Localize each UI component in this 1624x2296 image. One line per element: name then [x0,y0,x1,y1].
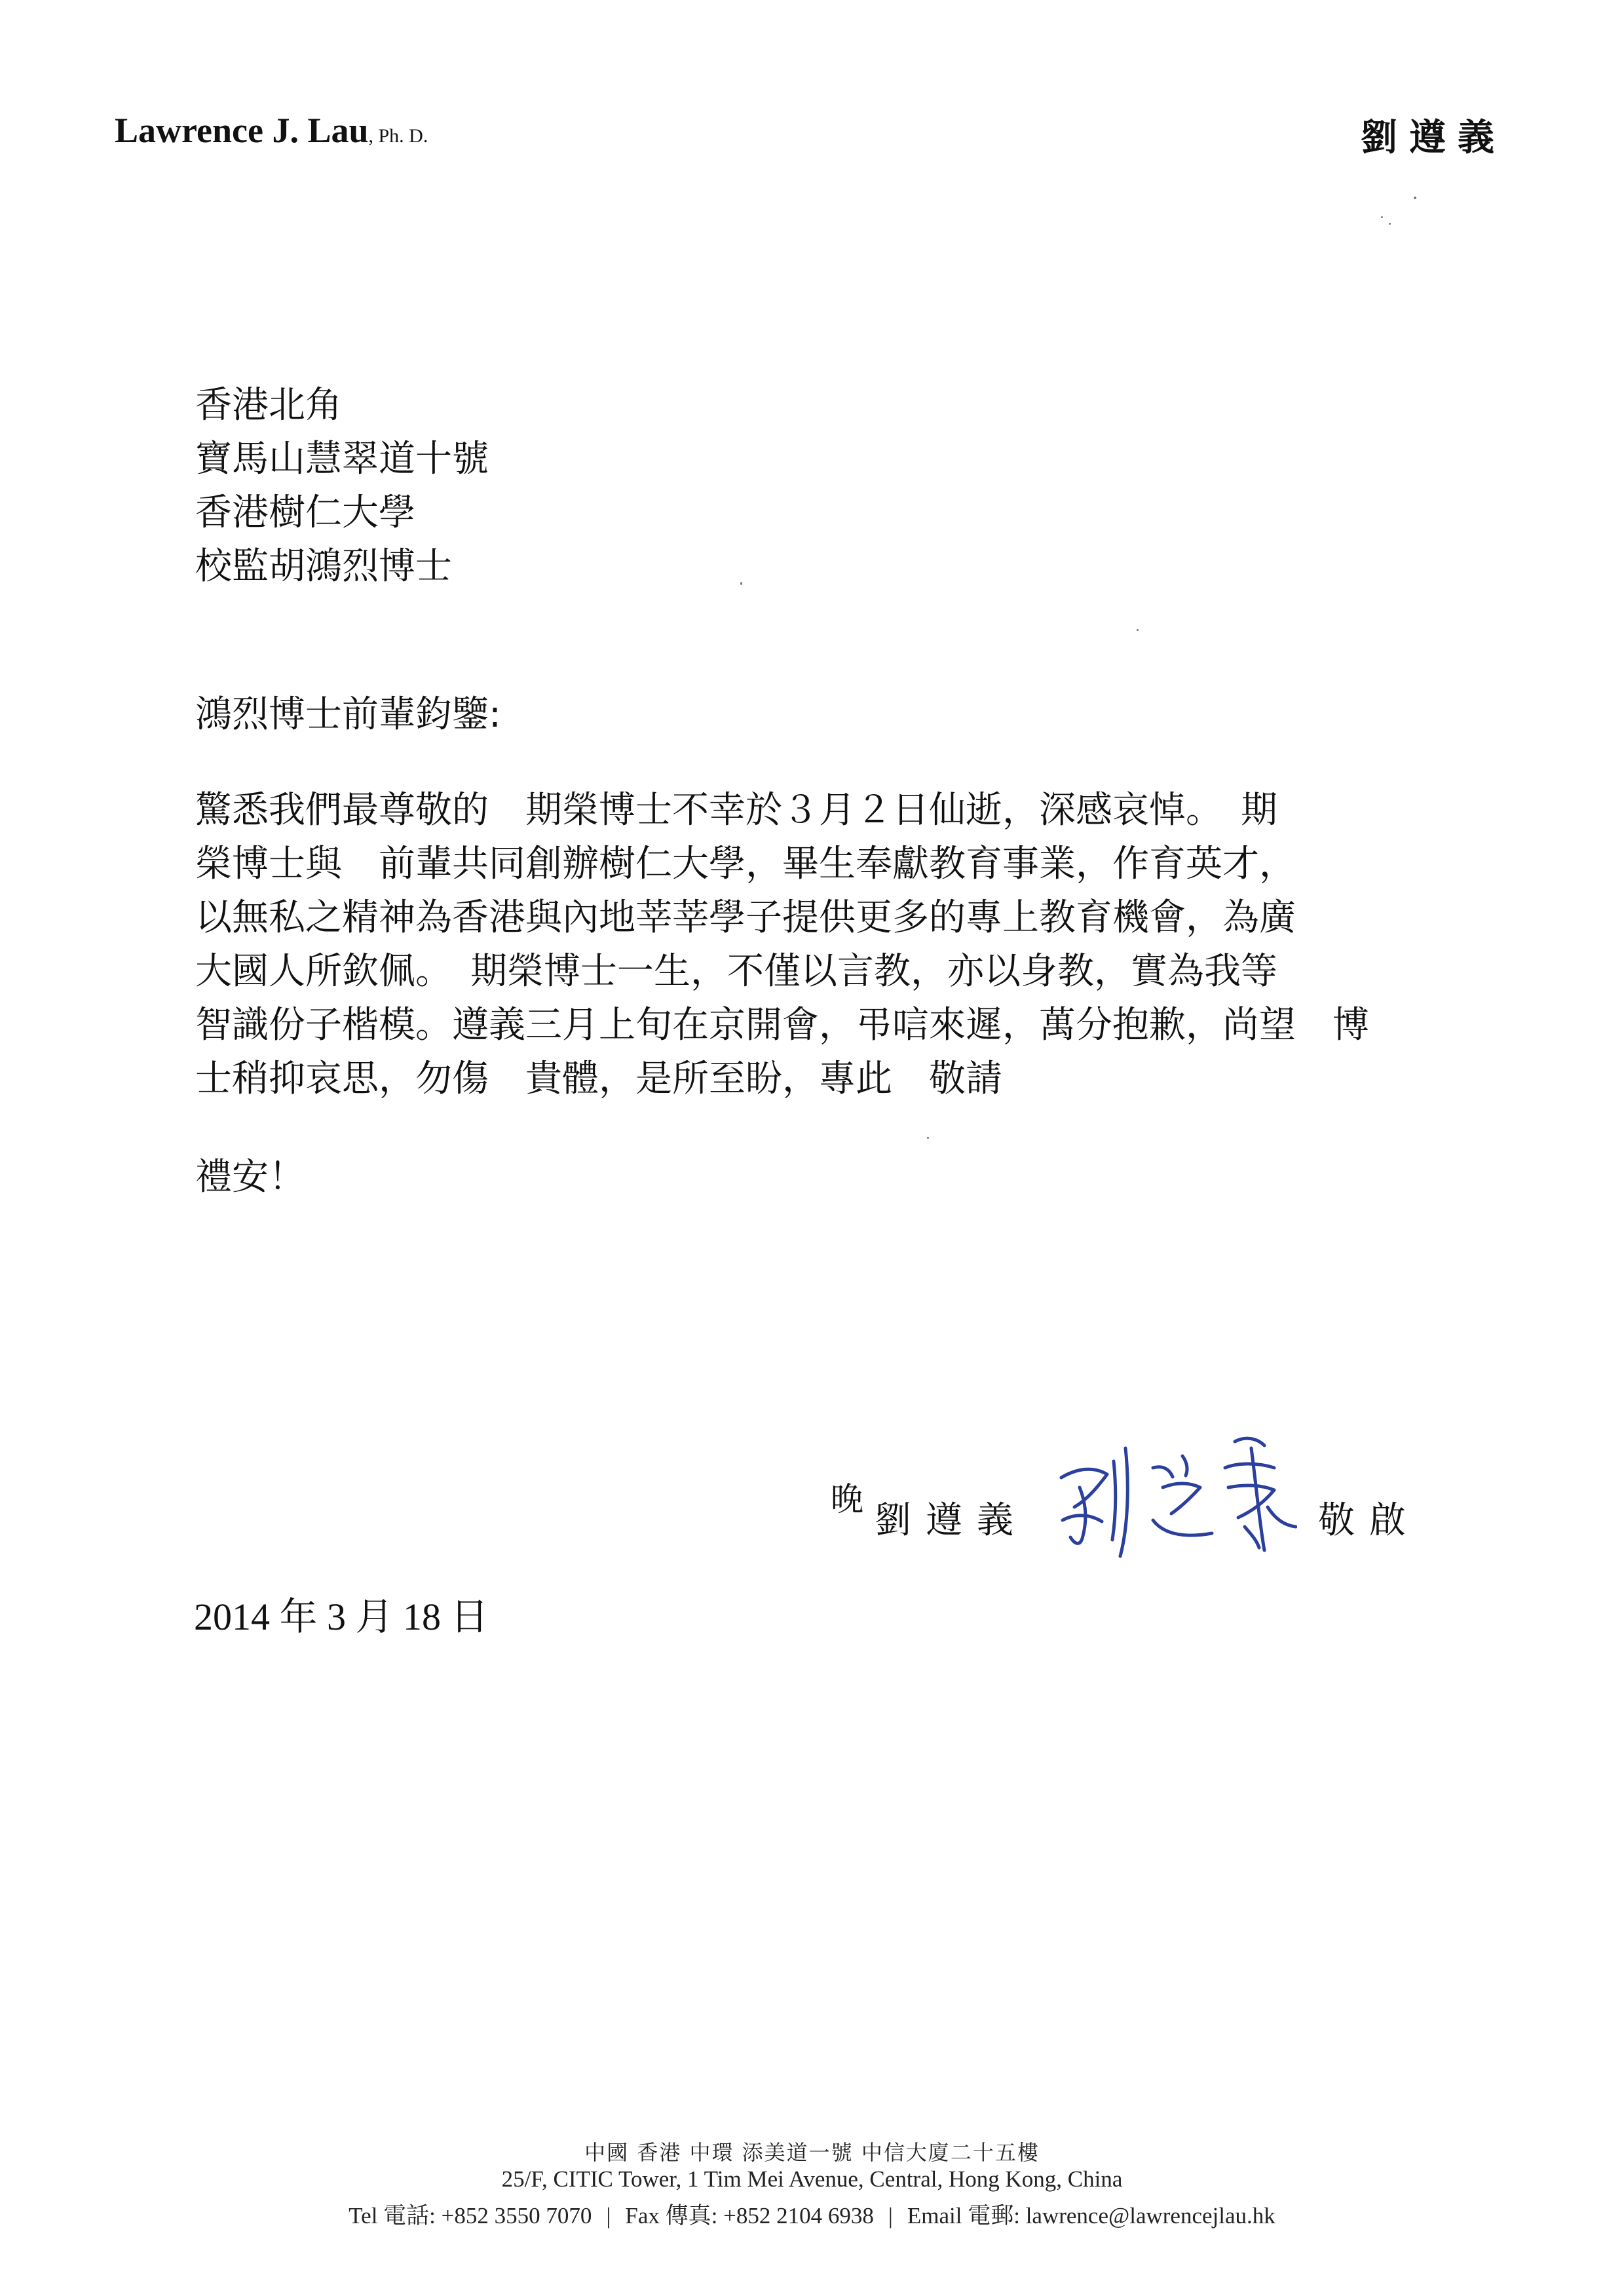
body-line: 榮博士與 前輩共同創辦樹仁大學，畢生奉獻教育事業，作育英才， [195,843,1296,885]
signature-name: 劉遵義 [875,1499,1028,1542]
address-line: 校監胡鴻烈博士 [195,545,452,588]
salutation: 鴻烈博士前輩鈞鑒: [195,693,501,736]
scan-speck [1137,629,1139,631]
address-line: 寶馬山慧翠道十號 [195,438,489,480]
closing: 禮安！ [195,1156,305,1198]
footer-separator: | [606,2203,611,2229]
scan-speck [927,1137,929,1139]
footer-address-en: 25/F, CITIC Tower, 1 Tim Mei Avenue, Central, Hong Kong, China [501,2166,1123,2192]
footer-email: Email 電郵: lawrence@lawrencejlau.hk [907,2203,1275,2229]
letterhead-name-cn: 劉遵義 [1361,116,1506,159]
scan-speck [1381,216,1383,218]
address-line: 香港樹仁大學 [195,491,415,534]
footer-contact [0,2198,1624,2230]
signature-suffix: 敬啟 [1318,1499,1420,1542]
handwritten-signature [1048,1422,1297,1559]
footer-address-cn: 中國 香港 中環 添美道一號 中信大廈二十五樓 [584,2140,1040,2165]
body-line: 智識份子楷模。遵義三月上旬在京開會，弔唁來遲，萬分抱歉，尚望 博 [195,1004,1369,1046]
scan-speck [1414,197,1416,199]
body-line: 士稍抑哀思，勿傷 貴體，是所至盼，專此 敬請 [195,1058,1002,1100]
letterhead-degree: , Ph. D. [368,125,428,147]
body-line: 大國人所欽佩。 期榮博士一生，不僅以言教，亦以身教，實為我等 [195,950,1277,993]
recipient-address [195,379,489,594]
letterhead-name-en-text: Lawrence J. Lau [115,111,369,150]
body-line: 驚悉我們最尊敬的 期榮博士不幸於３月２日仙逝，深感哀悼。 期 [195,789,1277,832]
footer-tel: Tel 電話: +852 3550 7070 [349,2203,592,2229]
scan-speck [1389,223,1391,225]
footer-separator: | [888,2203,893,2229]
address-line: 香港北角 [195,384,342,427]
letterhead-name-en [115,110,428,151]
footer-fax: Fax 傳真: +852 2104 6938 [625,2203,874,2229]
body-line: 以無私之精神為香港與內地莘莘學子提供更多的專上教育機會，為廣 [195,896,1296,939]
letter-date: 2014 年 3 月 18 日 [194,1596,489,1638]
scan-speck [740,582,742,585]
letter-body [195,784,1433,1106]
signature-prefix: 晚 [831,1480,863,1518]
